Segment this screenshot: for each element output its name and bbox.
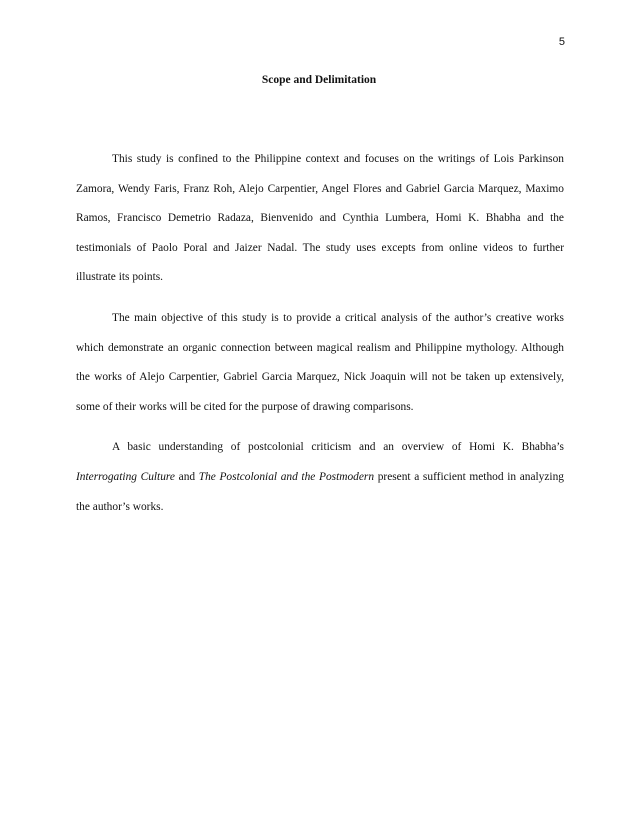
section-title: Scope and Delimitation [261,74,377,86]
book-title-interrogating-culture: Interrogating Culture [76,470,175,483]
paragraph-scope: This study is confined to the Philippine context and focuses on the writings of Lois Parkinson Zamora, Wendy Faris, Franz Roh, Alejo Carpentier, Angel Flores and Gabriel Garcia Marquez, Maximo Ramos, Francisco Demetrio Radaza, Bienvenido and Cynthia Lumbera, Homi K. Bhabha and the testimonials of Paolo Poral and Jaizer Nadal. The study uses excepts from online videos to further illustrate its points. [76,153,564,284]
method-text-part1: A basic understanding of postcolonial criticism and an overview of Homi K. Bhabha’s [112,441,564,454]
book-title-postcolonial-postmodern: The Postcolonial and the Postmodern [198,470,375,483]
paragraph-objective: The main objective of this study is to provide a critical analysis of the author’s creative works which demonstrate an organic connection between magical realism and Philippine mythology. Although the works of Alejo Carpentier, Gabriel Garcia Marquez, Nick Joaquin will not be taken up extensively, some of their works will be cited for the purpose of drawing comparisons. [76,311,564,413]
paragraph-method [76,433,564,522]
method-text-part3: present a sufficient method in analyzing the author’s works. [76,470,564,513]
page-number: 5 [558,36,565,48]
body-text [76,145,564,533]
method-text-part2: and [178,470,196,483]
